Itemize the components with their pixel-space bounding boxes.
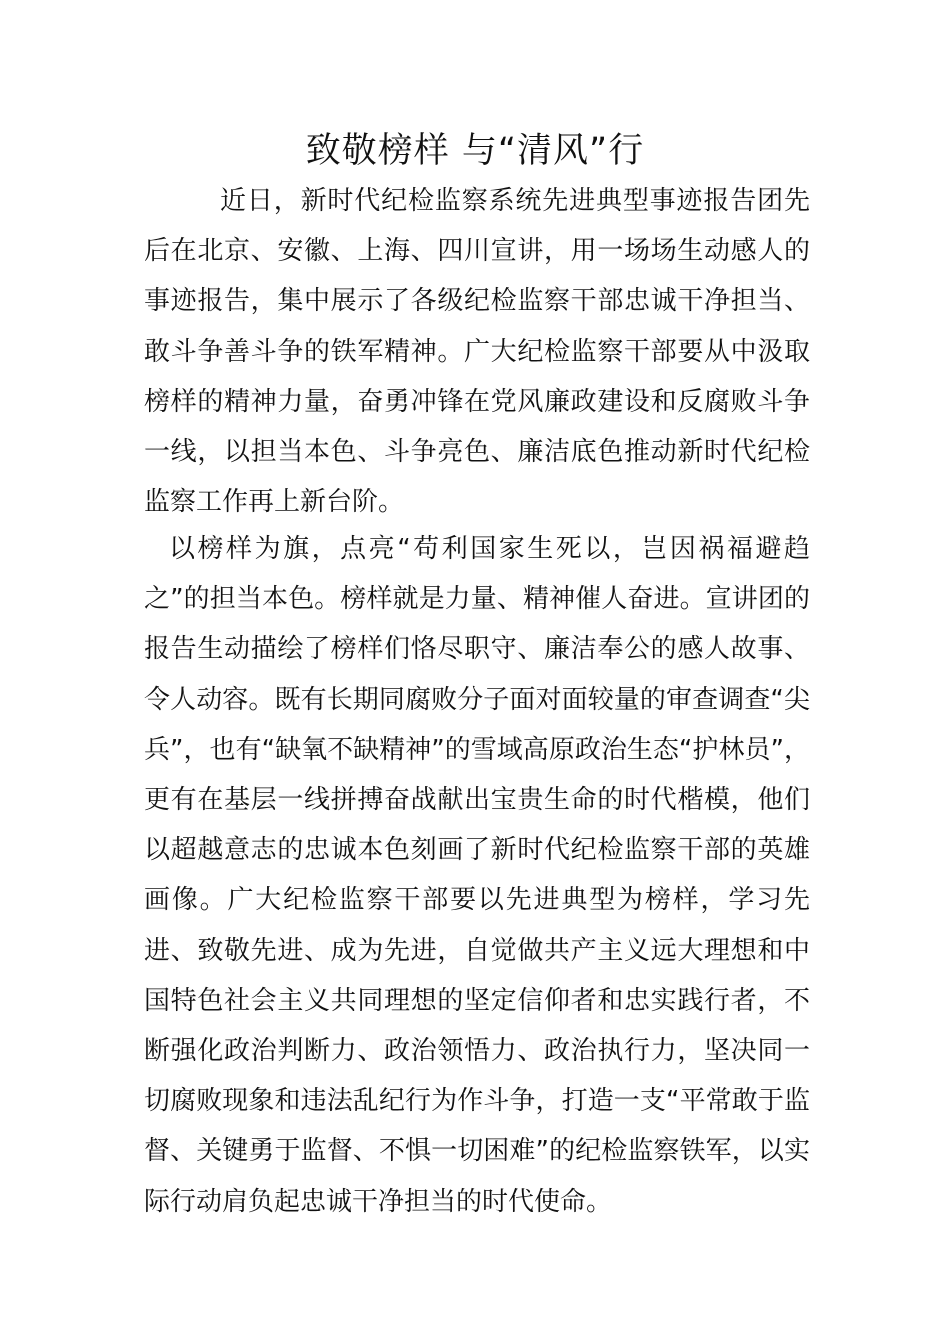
paragraph-intro: 近日，新时代纪检监察系统先进典型事迹报告团先后在北京、安徽、上海、四川宣讲，用一场场生动感人的事迹报告，集中展示了各级纪检监察干部忠诚干净担当、敢斗争善斗争的铁军精神。广大纪检监察干部要从中汲取榜样的精神力量，奋勇冲锋在党风廉政建设和反腐败斗争一线，以担当本色、斗争亮色、廉洁底色推动新时代纪检监察工作再上新台阶。 bbox=[144, 186, 810, 518]
document-title: 致敬榜样 与“清风”行 bbox=[305, 131, 645, 171]
paragraph-role-model: 以榜样为旗，点亮“苟利国家生死以，岂因祸福避趋之”的担当本色。榜样就是力量、精神催人奋进。宣讲团的报告生动描绘了榜样们恪尽职守、廉洁奉公的感人故事、令人动容。既有长期同腐败分子面对面较量的审查调查“尖兵”，也有“缺氧不缺精神”的雪域高原政治生态“护林员”，更有在基层一线拼搏奋战献出宝贵生命的时代楷模，他们以超越意志的忠诚本色刻画了新时代纪检监察干部的英雄画像。广大纪检监察干部要以先进典型为榜样，学习先进、致敬先进、成为先进，自觉做共产主义远大理想和中国特色社会主义共同理想的坚定信仰者和忠实践行者，不断强化政治判断力、政治领悟力、政治执行力，坚决同一切腐败现象和违法乱纪行为作斗争，打造一支“平常敢于监督、关键勇于监督、不惧一切困难”的纪检监察铁军，以实际行动肩负起忠诚干净担当的时代使命。 bbox=[144, 534, 810, 1217]
